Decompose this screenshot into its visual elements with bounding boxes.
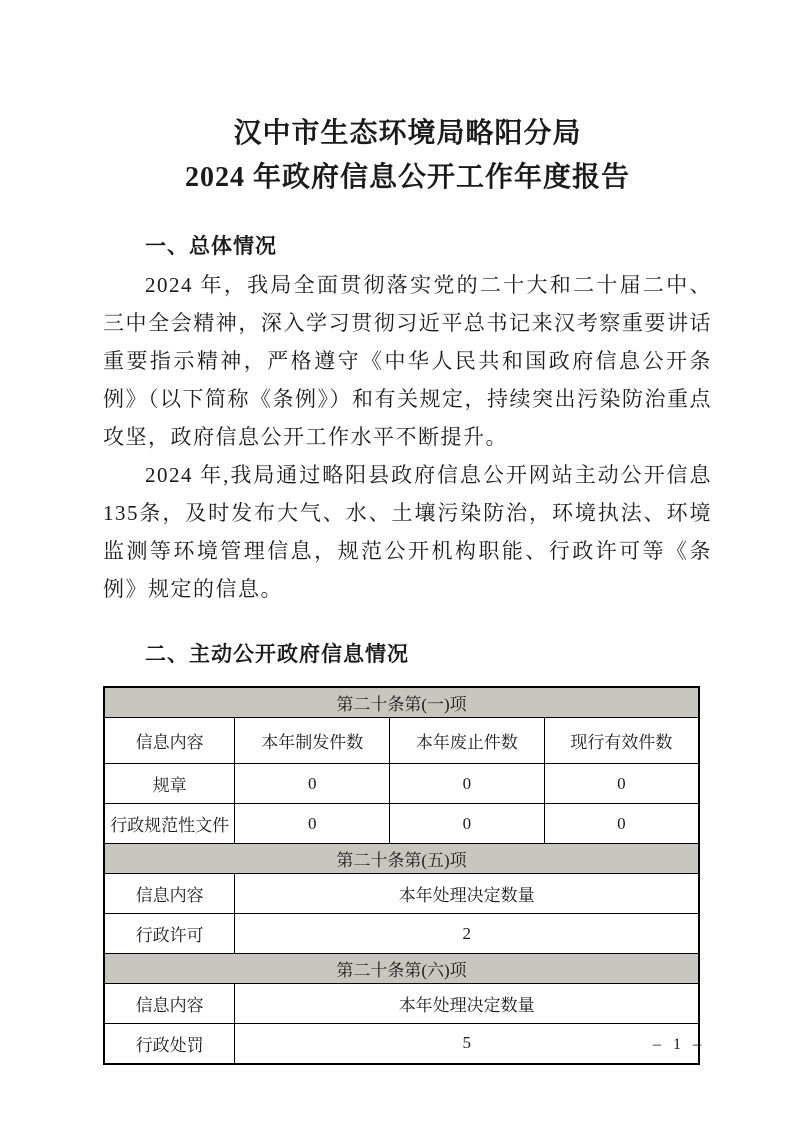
table-row-regulations	[104, 764, 699, 804]
table-row-normative-documents	[104, 804, 699, 844]
table-cell: 0	[390, 764, 545, 804]
document-title	[103, 112, 712, 200]
table-band-article20-item1: 第二十条第(一)项	[104, 687, 699, 718]
table-cell: 行政规范性文件	[104, 804, 235, 844]
table-band-row	[104, 954, 699, 984]
table-header-cell: 本年处理决定数量	[235, 874, 699, 914]
table-header-cell: 本年废止件数	[390, 718, 545, 764]
table-row-administrative-licensing	[104, 914, 699, 954]
table-cell: 行政处罚	[104, 1024, 235, 1064]
table-cell: 0	[235, 764, 390, 804]
table-header-cell: 本年处理决定数量	[235, 984, 699, 1024]
table-band-row	[104, 687, 699, 718]
paragraph-overall-1: 2024 年，我局全面贯彻落实党的二十大和二十届二中、三中全会精神，深入学习贯彻习近平总书记来汉考察重要讲话重要指示精神，严格遵守《中华人民共和国政府信息公开条例》（以下简称《条例》）和有关规定，持续突出污染防治重点攻坚，政府信息公开工作水平不断提升。	[103, 273, 712, 449]
table-cell: 0	[544, 804, 699, 844]
table-header-cell: 信息内容	[104, 874, 235, 914]
table-cell: 行政许可	[104, 914, 235, 954]
table-cell: 2	[235, 914, 699, 954]
table-cell: 0	[235, 804, 390, 844]
document-title-line-2: 2024 年政府信息公开工作年度报告	[184, 162, 630, 193]
table-cell: 规章	[104, 764, 235, 804]
table-band-article20-item5: 第二十条第(五)项	[104, 844, 699, 874]
section-heading-proactive-disclosure: 二、主动公开政府信息情况	[145, 643, 409, 666]
section-heading-overall: 一、总体情况	[145, 235, 277, 258]
document-content	[103, 0, 712, 1065]
table-header-cell: 信息内容	[104, 984, 235, 1024]
document-title-line-1: 汉中市生态环境局略阳分局	[233, 118, 582, 149]
table-band-row	[104, 844, 699, 874]
table-header-cell: 现行有效件数	[544, 718, 699, 764]
table-header-cell: 信息内容	[104, 718, 235, 764]
table-band-article20-item6: 第二十条第(六)项	[104, 954, 699, 984]
table-cell: 0	[390, 804, 545, 844]
page-number: – 1 –	[653, 1036, 705, 1053]
disclosure-table	[103, 686, 700, 1065]
table-header-cell: 本年制发件数	[235, 718, 390, 764]
table-cell: 5	[235, 1024, 699, 1064]
table-header-row	[104, 984, 699, 1024]
table-cell: 0	[544, 764, 699, 804]
table-row-administrative-penalties	[104, 1024, 699, 1064]
paragraph-overall-2: 2024 年,我局通过略阳县政府信息公开网站主动公开信息 135条，及时发布大气、水、土壤污染防治，环境执法、环境监测等环境管理信息，规范公开机构职能、行政许可等《条例》规定的信息。	[103, 463, 712, 601]
table-header-row	[104, 874, 699, 914]
table-header-row	[104, 718, 699, 764]
